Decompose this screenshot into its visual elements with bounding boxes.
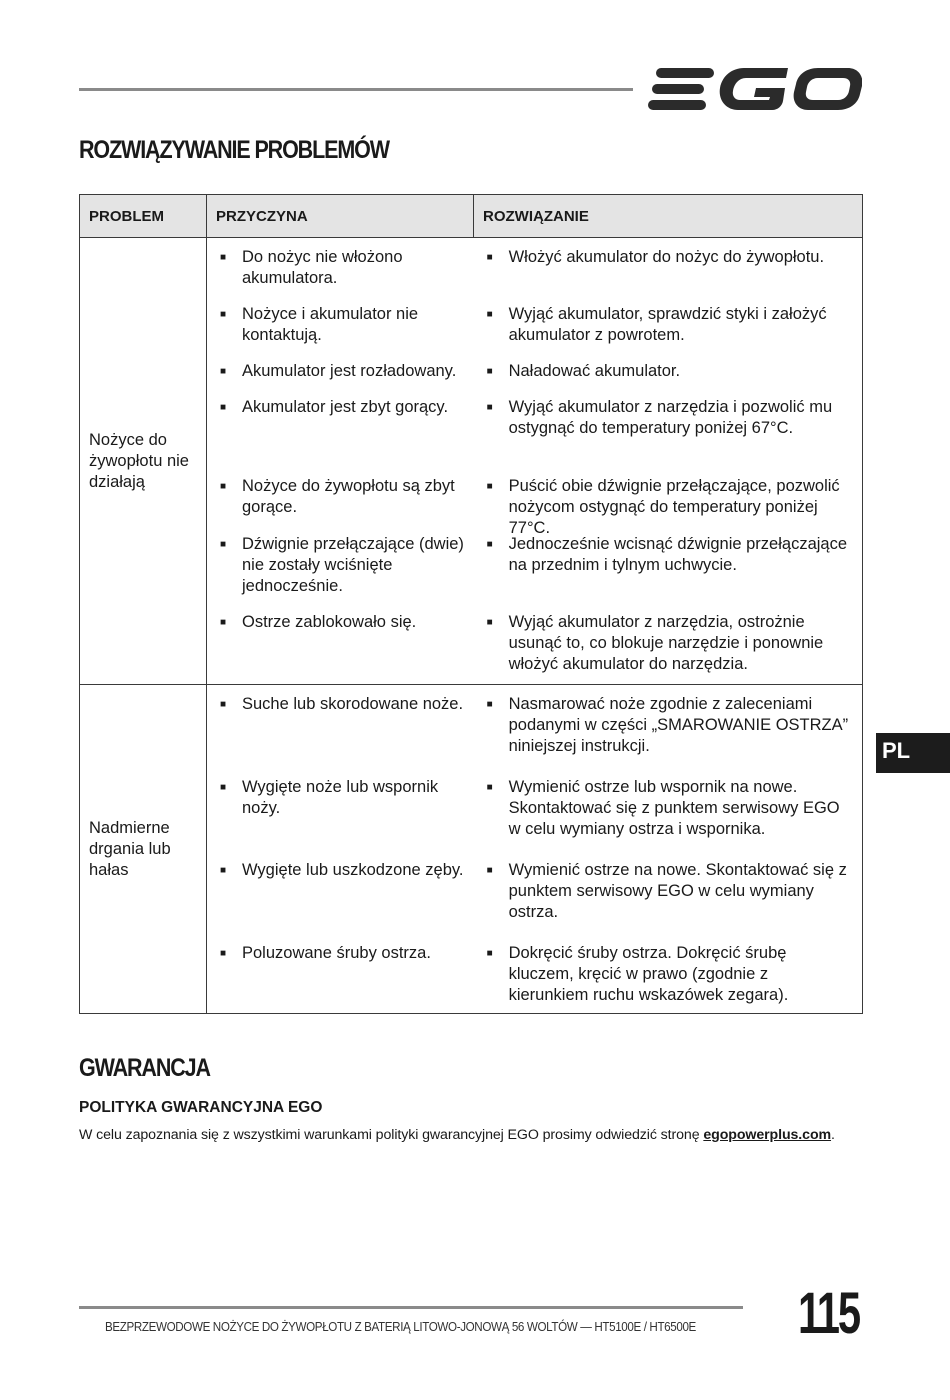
table-row [207,361,862,397]
ego-logo [648,64,862,114]
table-row [207,476,862,537]
table-row [207,612,862,682]
warranty-suffix: . [831,1127,835,1143]
table-row [207,397,862,476]
bullet-icon: ■ [220,366,227,377]
table-header-row [80,195,863,238]
problem-cell: Nadmierne drgania lub hałas [80,685,207,1014]
bullet-icon: ■ [486,699,493,710]
solution-text: Wymienić ostrze lub wspornik na nowe. Skontaktować się z punktem serwisowy EGO w celu wymiany ostrza i wspornika. [508,778,840,838]
bullet-icon: ■ [220,309,227,320]
cause-text: Wygięte lub uszkodzone zęby. [242,861,464,879]
problem-cell: Nożyce do żywopłotu nie działają [80,238,207,685]
bullet-icon: ■ [220,865,227,876]
warranty-text: W celu zapoznania się z wszystkimi warunkami polityki gwarancyjnej EGO prosimy odwiedzić stronę [79,1127,704,1143]
solution-text: Wyjąć akumulator, sprawdzić styki i założyć akumulator z powrotem. [508,305,827,344]
header-rule [79,88,633,91]
footer-rule [79,1306,743,1309]
group-rows [207,685,863,1014]
table-row [207,860,862,943]
cause-text: Do nożyc nie włożono akumulatora. [242,248,403,287]
header-solution: ROZWIĄZANIE [474,195,863,238]
bullet-icon: ■ [486,309,493,320]
page-number: 115 [798,1281,859,1346]
bullet-icon: ■ [486,402,493,413]
cause-text: Suche lub skorodowane noże. [242,695,464,713]
solution-text: Jednocześnie wcisnąć dźwignie przełączające na przednim i tylnym uchwycie. [508,535,848,574]
cause-text: Wygięte noże lub wspornik noży. [242,778,439,817]
cause-text: Ostrze zablokowało się. [242,613,417,631]
troubleshooting-table [79,194,863,1014]
header-cause: PRZYCZYNA [207,195,474,238]
bullet-icon: ■ [486,539,493,550]
table-row [207,694,862,777]
table-group-row [80,238,863,685]
header-problem: PROBLEM [80,195,207,238]
bullet-icon: ■ [220,402,227,413]
solution-text: Nasmarować noże zgodnie z zaleceniami podanymi w części „SMAROWANIE OSTRZA” niniejszej instrukcji. [508,695,849,755]
bullet-icon: ■ [220,252,227,263]
bullet-icon: ■ [486,366,493,377]
group-rows [207,238,863,685]
cause-text: Nożyce do żywopłotu są zbyt gorące. [242,477,455,516]
bullet-icon: ■ [220,617,227,628]
bullet-icon: ■ [486,948,493,959]
table-row [207,777,862,860]
table-row [207,304,862,361]
bullet-icon: ■ [486,865,493,876]
warranty-paragraph [79,1127,835,1143]
solution-text: Dokręcić śruby ostrza. Dokręcić śrubę kluczem, kręcić w prawo (zgodnie z kierunkiem ruchu wskazówek zegara). [508,944,789,1004]
bullet-icon: ■ [486,617,493,628]
bullet-icon: ■ [486,782,493,793]
solution-text: Włożyć akumulator do nożyc do żywopłotu. [508,248,825,266]
table-row [207,534,862,612]
solution-text: Wyjąć akumulator z narzędzia, ostrożnie usunąć to, co blokuje narzędzie i ponownie włożyć akumulator do narzędzia. [508,613,824,673]
cause-text: Akumulator jest rozładowany. [242,362,457,380]
cause-text: Akumulator jest zbyt gorący. [242,398,449,416]
troubleshooting-title: ROZWIĄZYWANIE PROBLEMÓW [79,136,389,164]
footer-text: BEZPRZEWODOWE NOŻYCE DO ŻYWOPŁOTU Z BATERIĄ LITOWO-JONOWĄ 56 WOLTÓW — HT5100E / HT6500E [105,1320,696,1334]
solution-text: Puścić obie dźwignie przełączające, pozwolić nożycom ostygnąć do temperatury poniżej 77°C. [508,477,840,537]
table-group-row [80,685,863,1014]
language-tab: PL [876,733,950,773]
warranty-subtitle: POLITYKA GWARANCYJNA EGO [79,1099,323,1116]
bullet-icon: ■ [220,782,227,793]
bullet-icon: ■ [220,481,227,492]
table-row [207,943,862,1013]
bullet-icon: ■ [486,481,493,492]
table-row [207,247,862,304]
solution-text: Wyjąć akumulator z narzędzia i pozwolić mu ostygnąć do temperatury poniżej 67°C. [508,398,833,437]
bullet-icon: ■ [220,948,227,959]
warranty-title: GWARANCJA [79,1054,210,1082]
bullet-icon: ■ [220,539,227,550]
bullet-icon: ■ [486,252,493,263]
solution-text: Naładować akumulator. [508,362,681,380]
cause-text: Dźwignie przełączające (dwie) nie zostały wciśnięte jednocześnie. [242,535,464,595]
bullet-icon: ■ [220,699,227,710]
solution-text: Wymienić ostrze na nowe. Skontaktować się z punktem serwisowy EGO w celu wymiany ostrza. [508,861,847,921]
cause-text: Poluzowane śruby ostrza. [242,944,431,962]
warranty-link[interactable]: egopowerplus.com [703,1127,832,1143]
cause-text: Nożyce i akumulator nie kontaktują. [242,305,419,344]
